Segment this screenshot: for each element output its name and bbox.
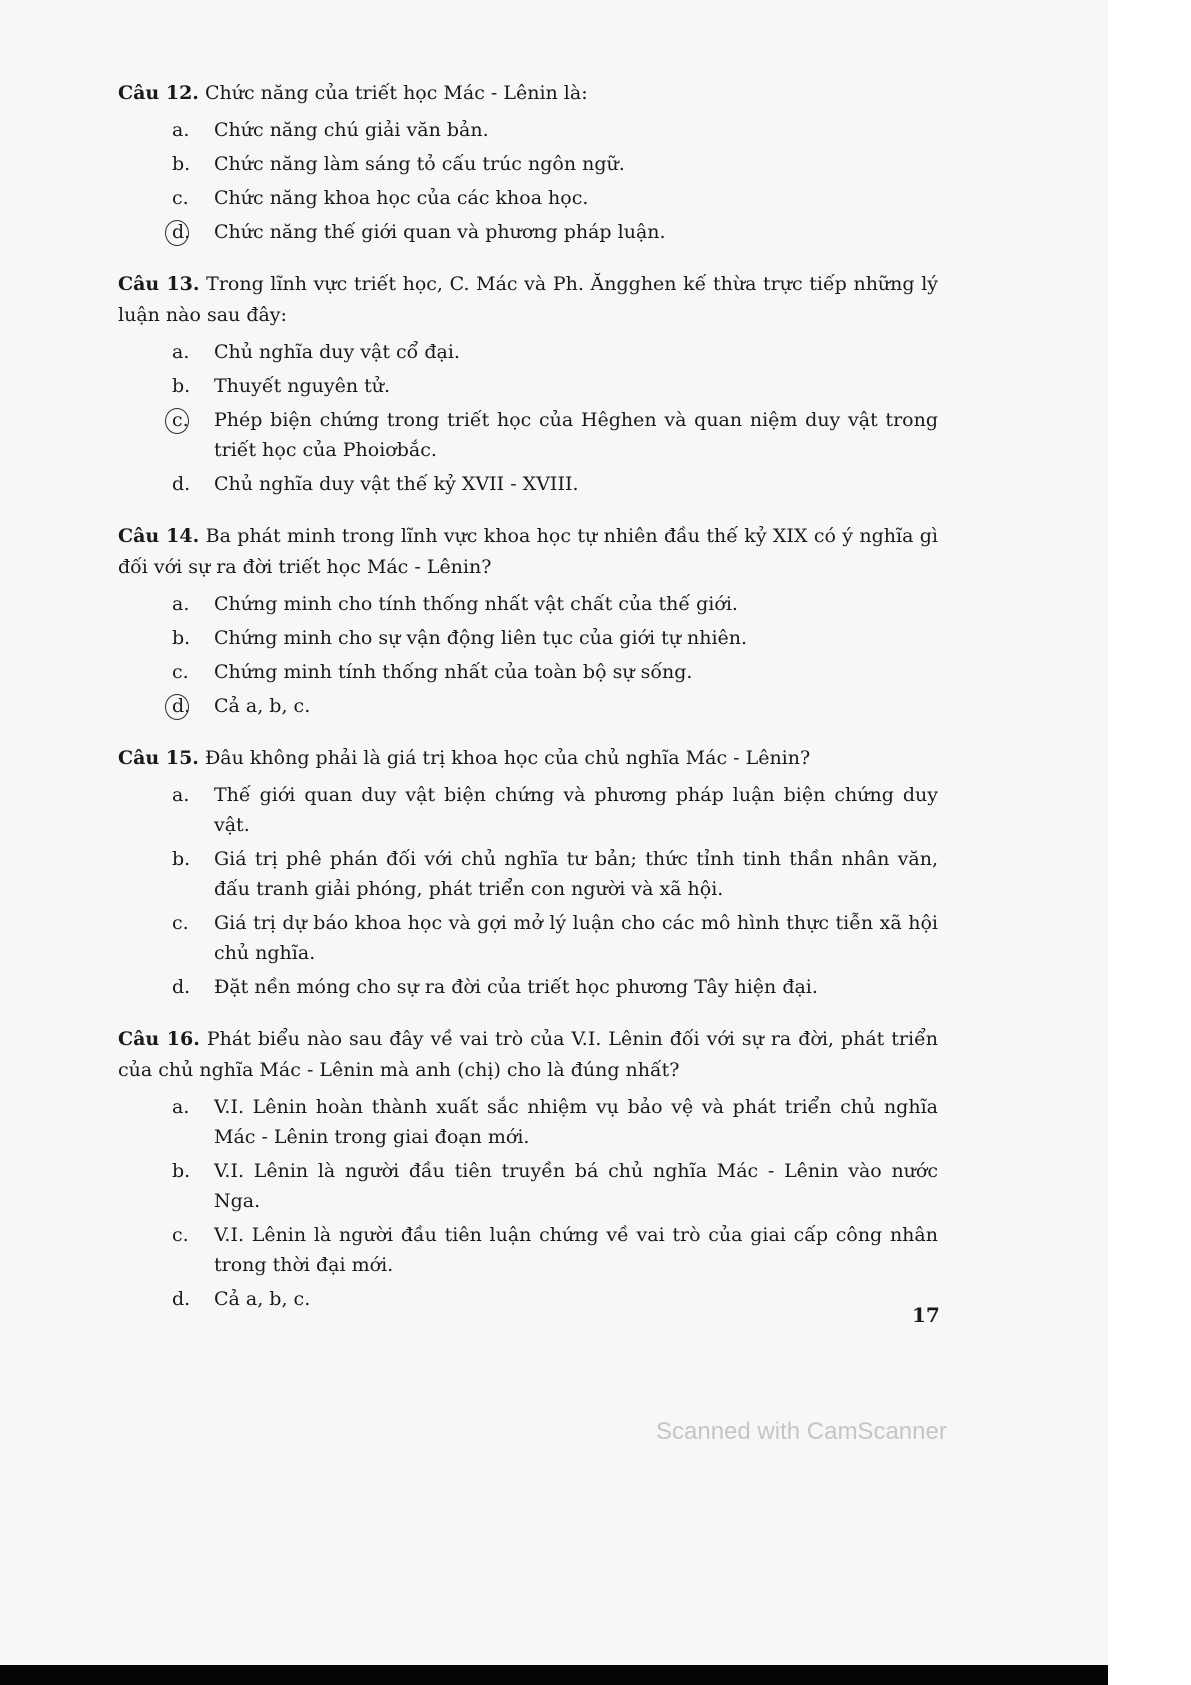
option-text: Chứng minh cho tính thống nhất vật chất của thế giới.	[214, 593, 738, 615]
option-letter: b.	[172, 848, 191, 870]
option-letter-circled: c.	[118, 405, 214, 465]
question-stem: Chức năng của triết học Mác - Lênin là:	[204, 82, 588, 104]
question-list	[118, 78, 938, 1336]
question-15	[118, 743, 938, 1002]
option-letter: c.	[172, 661, 189, 683]
option-letter: b.	[172, 153, 191, 175]
option-letter: a.	[172, 1096, 190, 1118]
option-letter-circled: d.	[118, 217, 214, 247]
option-a	[118, 1092, 938, 1152]
question-label: Câu 16.	[118, 1028, 200, 1050]
option-text: Giá trị phê phán đối với chủ nghĩa tư bản; thức tỉnh tinh thần nhân văn, đấu tranh giải phóng, phát triển con người và xã hội.	[214, 848, 938, 900]
option-text: Chủ nghĩa duy vật cổ đại.	[214, 341, 460, 363]
option-letter: c.	[172, 187, 189, 209]
question-label: Câu 13.	[118, 273, 200, 295]
option-d	[118, 469, 938, 499]
option-d	[118, 972, 938, 1002]
option-text: Chứng minh cho sự vận động liên tục của giới tự nhiên.	[214, 627, 748, 649]
option-c	[118, 1220, 938, 1280]
option-text: Chức năng thế giới quan và phương pháp luận.	[214, 221, 666, 243]
option-d	[118, 217, 938, 247]
question-label: Câu 14.	[118, 525, 200, 547]
option-letter: d.	[172, 976, 191, 998]
option-letter: a.	[172, 593, 190, 615]
option-c	[118, 657, 938, 687]
option-text: Chứng minh tính thống nhất của toàn bộ sự sống.	[214, 661, 693, 683]
scan-margin	[1108, 0, 1191, 1685]
option-b	[118, 149, 938, 179]
option-a	[118, 780, 938, 840]
option-letter: c.	[172, 1224, 189, 1246]
option-a	[118, 115, 938, 145]
camscanner-watermark: Scanned with CamScanner	[656, 1418, 947, 1445]
option-text: Chủ nghĩa duy vật thế kỷ XVII - XVIII.	[214, 473, 579, 495]
option-text: Giá trị dự báo khoa học và gợi mở lý luận cho các mô hình thực tiễn xã hội chủ nghĩa.	[214, 912, 938, 964]
option-letter: d.	[172, 473, 191, 495]
option-text: Chức năng làm sáng tỏ cấu trúc ngôn ngữ.	[214, 153, 625, 175]
option-letter: a.	[172, 119, 190, 141]
option-letter: b.	[172, 1160, 191, 1182]
option-letter: c.	[172, 912, 189, 934]
scan-bottom-edge	[0, 1665, 1108, 1685]
question-12	[118, 78, 938, 247]
option-text: Cả a, b, c.	[214, 695, 311, 717]
option-b	[118, 371, 938, 401]
option-text: V.I. Lênin là người đầu tiên truyền bá chủ nghĩa Mác - Lênin vào nước Nga.	[214, 1160, 938, 1212]
question-label: Câu 12.	[118, 82, 199, 104]
option-text: Phép biện chứng trong triết học của Hêghen và quan niệm duy vật trong triết học của Phoiơbắc.	[214, 409, 938, 461]
option-text: Chức năng khoa học của các khoa học.	[214, 187, 589, 209]
option-text: Cả a, b, c.	[214, 1288, 311, 1310]
option-text: V.I. Lênin hoàn thành xuất sắc nhiệm vụ bảo vệ và phát triển chủ nghĩa Mác - Lênin trong giai đoạn mới.	[214, 1096, 938, 1148]
option-b	[118, 844, 938, 904]
question-stem: Trong lĩnh vực triết học, C. Mác và Ph. Ăngghen kế thừa trực tiếp những lý luận nào sau đây:	[118, 273, 939, 326]
question-label: Câu 15.	[118, 747, 199, 769]
option-text: Đặt nền móng cho sự ra đời của triết học phương Tây hiện đại.	[214, 976, 818, 998]
option-text: Thuyết nguyên tử.	[214, 375, 391, 397]
option-text: Thế giới quan duy vật biện chứng và phương pháp luận biện chứng duy vật.	[214, 784, 938, 836]
option-c	[118, 908, 938, 968]
option-letter: a.	[172, 341, 190, 363]
option-text: V.I. Lênin là người đầu tiên luận chứng về vai trò của giai cấp công nhân trong thời đại mới.	[214, 1224, 938, 1276]
option-letter: b.	[172, 627, 191, 649]
option-c	[118, 405, 938, 465]
question-stem: Đâu không phải là giá trị khoa học của chủ nghĩa Mác - Lênin?	[204, 747, 811, 769]
option-a	[118, 337, 938, 367]
option-letter-circled: d.	[118, 691, 214, 721]
question-14	[118, 521, 938, 721]
option-text: Chức năng chú giải văn bản.	[214, 119, 489, 141]
option-b	[118, 1156, 938, 1216]
option-letter: d.	[172, 1288, 191, 1310]
question-16	[118, 1024, 938, 1314]
option-letter: a.	[172, 784, 190, 806]
option-d	[118, 1284, 938, 1314]
page-number: 17	[912, 1303, 940, 1327]
question-stem: Ba phát minh trong lĩnh vực khoa học tự nhiên đầu thế kỷ XIX có ý nghĩa gì đối với sự ra đời triết học Mác - Lênin?	[118, 525, 939, 578]
option-c	[118, 183, 938, 213]
option-b	[118, 623, 938, 653]
option-letter: b.	[172, 375, 191, 397]
option-d	[118, 691, 938, 721]
option-a	[118, 589, 938, 619]
question-13	[118, 269, 938, 499]
question-stem: Phát biểu nào sau đây về vai trò của V.I. Lênin đối với sự ra đời, phát triển của chủ nghĩa Mác - Lênin mà anh (chị) cho là đúng nhất?	[118, 1028, 939, 1081]
